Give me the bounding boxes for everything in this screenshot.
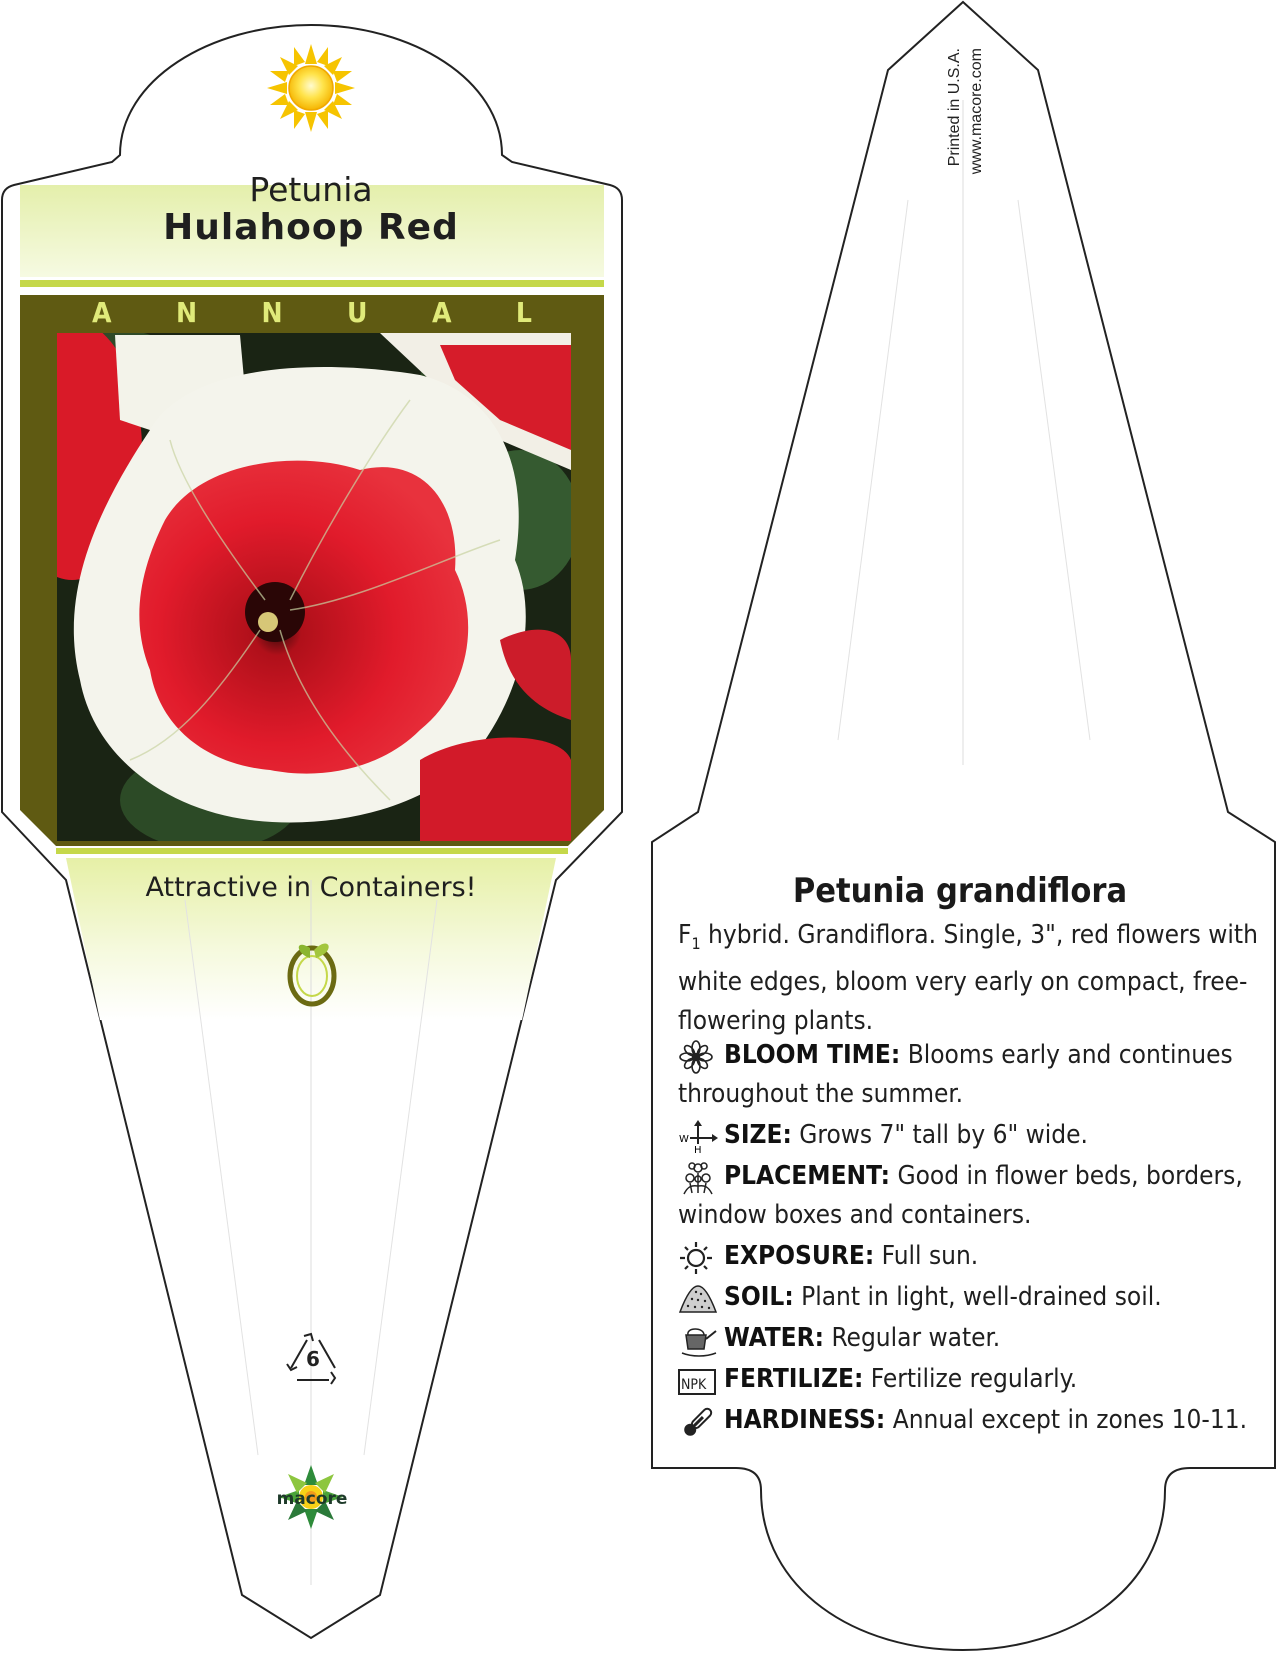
- care-text: Good in flower beds, borders, window boxes and containers.: [678, 1161, 1243, 1230]
- care-label: WATER:: [724, 1323, 825, 1353]
- care-text: Regular water.: [824, 1323, 1001, 1353]
- printed-notice: [944, 48, 1104, 175]
- care-label: SOIL:: [724, 1282, 794, 1312]
- care-label: SIZE:: [724, 1120, 792, 1150]
- brand-name: macore: [276, 1489, 348, 1509]
- flower-icon: [678, 1040, 718, 1074]
- size-h-letter: H: [694, 1145, 702, 1154]
- frame-bottom-rule: [56, 848, 568, 854]
- plant-genus: Petunia: [249, 170, 373, 209]
- description-text: hybrid. Grandiflora. Single, 3", red flowers with white edges, bloom very early on compact, free-flowering plants.: [678, 920, 1258, 1037]
- care-list: [678, 1036, 1268, 1442]
- header-rule: [20, 280, 604, 287]
- watering-can-icon: [678, 1323, 718, 1357]
- care-soil: [678, 1278, 1268, 1317]
- size-w-letter: W: [679, 1134, 689, 1145]
- npk-icon: [678, 1364, 718, 1398]
- npk-label: NPK: [681, 1377, 707, 1393]
- type-letter: A: [92, 296, 112, 329]
- description: [678, 916, 1260, 1041]
- care-text: Plant in light, well-drained soil.: [793, 1282, 1162, 1312]
- care-text: Grows 7" tall by 6" wide.: [791, 1120, 1088, 1150]
- type-letter: N: [175, 296, 198, 329]
- tagline: Attractive in Containers!: [145, 872, 477, 903]
- care-size: [678, 1116, 1268, 1155]
- thermometer-icon: [678, 1405, 718, 1439]
- f1-subscript: 1: [691, 934, 701, 954]
- care-fertilize: [678, 1360, 1268, 1399]
- flower-photo: [2, 320, 580, 850]
- care-water: [678, 1319, 1268, 1358]
- care-exposure: [678, 1237, 1268, 1276]
- care-placement: [678, 1157, 1268, 1235]
- type-letter: L: [515, 296, 532, 329]
- soil-mound-icon: [678, 1282, 718, 1316]
- care-bloom-time: [678, 1036, 1268, 1114]
- care-text: Full sun.: [874, 1241, 979, 1271]
- placement-flowers-icon: [678, 1161, 718, 1195]
- care-text: Fertilize regularly.: [863, 1364, 1078, 1394]
- printed-line: Printed in U.S.A.: [946, 48, 963, 167]
- plant-type-label: [92, 296, 532, 329]
- size-arrows-icon: [678, 1120, 718, 1154]
- type-letter: A: [431, 296, 452, 329]
- care-text: Annual except in zones 10-11.: [885, 1405, 1248, 1435]
- care-label: FERTILIZE:: [724, 1364, 864, 1394]
- recycle-number: 6: [306, 1347, 320, 1371]
- sun-icon: [267, 44, 355, 132]
- care-label: EXPOSURE:: [724, 1241, 875, 1271]
- care-label: HARDINESS:: [724, 1405, 886, 1435]
- type-letter: U: [347, 296, 368, 329]
- type-letter: N: [261, 296, 283, 329]
- sun-outline-icon: [678, 1241, 718, 1275]
- plant-cultivar: Hulahoop Red: [163, 207, 459, 248]
- f1-prefix: F: [678, 920, 692, 950]
- care-text: Blooms early and continues throughout the summer.: [678, 1040, 1233, 1109]
- website-line: www.macore.com: [968, 48, 985, 175]
- care-hardiness: [678, 1401, 1268, 1440]
- care-label: PLACEMENT:: [724, 1161, 891, 1191]
- scientific-name: Petunia grandiflora: [792, 871, 1128, 911]
- care-label: BLOOM TIME:: [724, 1040, 901, 1070]
